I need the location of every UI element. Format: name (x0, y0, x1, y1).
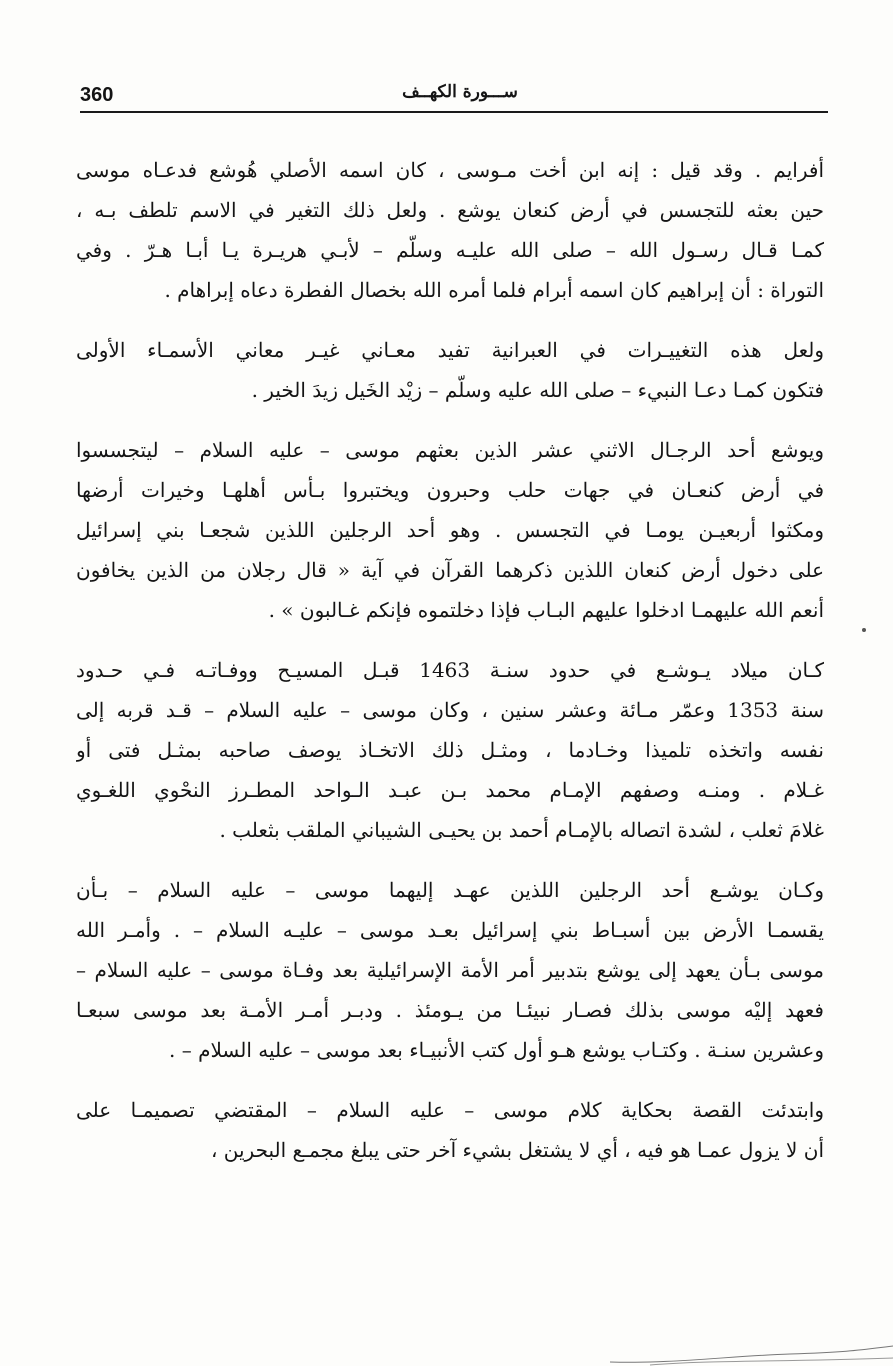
text-line: كمـا قـال رسـول الله – صلى الله عليـه وسلّم – لأبـي هريـرة يـا أبـا هـرّ . وفي (76, 238, 824, 262)
text-line: التوراة : أن إبراهيم كان اسمه أبرام فلما أمره الله بخصال الفطرة دعاه إبراهام . (164, 278, 824, 302)
text-line: أنعم الله عليهمـا ادخلوا عليهم البـاب فإذا دخلتموه فإنكم غـالبون » . (268, 598, 824, 622)
corner-scratch-mark (610, 1340, 893, 1366)
text-line: أن لا يزول عمـا هو فيه ، أي لا يشتغل بشيء آخر حتى يبلغ مجمـع البحرين ، (210, 1138, 824, 1162)
header-rule (80, 111, 828, 113)
text-line: يقسمـا الأرض بين أسبـاط بني إسرائيل بعـد موسى – عليـه السلام – . وأمـر الله (76, 918, 824, 942)
text-line: ويوشع أحد الرجـال الاثني عشر الذين بعثهم موسى – عليه السلام – ليتجسسوا (76, 438, 824, 462)
paragraph-1 (76, 150, 824, 310)
stray-dot-mark (862, 628, 866, 632)
paragraph-5 (76, 870, 824, 1070)
text-line: وكـان يوشـع أحد الرجلين اللذين عهـد إليهما موسى – عليه السلام – بـأن (76, 878, 824, 902)
paragraph-4 (76, 650, 824, 850)
text-line: حين بعثه للتجسس في أرض كنعان يوشع . ولعل ذلك التغير في الاسم تلطف بـه ، (76, 198, 824, 222)
page-header (80, 82, 828, 110)
running-title: ســـورة الكهــف (402, 82, 518, 102)
text-line: سنة 1353 وعمّر مـائة وعشر سنين ، وكان موسى – عليه السلام – قـد قربه إلى (76, 698, 824, 722)
text-line: غلامَ ثعلب ، لشدة اتصاله بالإمـام أحمد بن يحيـى الشيباني الملقب بثعلب . (219, 818, 824, 842)
text-line: كـان ميلاد يـوشـع في حدود سنـة 1463 قبـل المسيـح ووفـاتـه فـي حـدود (76, 658, 824, 682)
text-line: في أرض كنعـان في جهات حلب وحبرون ويختبروا بـأس أهلهـا وخيرات أرضها (76, 478, 824, 502)
text-line: غـلام . ومنـه وصفهم الإمـام محمد بـن عبـد الـواحد المطـرز النحْوي اللغـوي (76, 778, 824, 802)
text-line: وعشرين سنـة . وكتـاب يوشع هـو أول كتب الأنبيـاء بعد موسى – عليه السلام – . (169, 1038, 824, 1062)
text-line: موسى بـأن يعهد إلى يوشع بتدبير أمر الأمة الإسرائيلية بعد وفـاة موسى – عليه السلام – (76, 958, 824, 982)
text-line: ولعل هذه التغييـرات في العبرانية تفيد معـاني غيـر معاني الأسمـاء الأولى (76, 338, 824, 362)
paragraph-2 (76, 330, 824, 410)
text-line: على دخول أرض كنعان اللذين ذكرهما القرآن في آية « قال رجلان من الذين يخافون (76, 558, 824, 582)
body-text (76, 150, 824, 1190)
text-line: ومكثوا أربعيـن يومـا في التجسس . وهو أحد الرجلين اللذين شجعـا بني إسرائيل (76, 518, 824, 542)
text-line: وابتدئت القصة بحكاية كلام موسى – عليه السلام – المقتضي تصميمـا على (76, 1098, 824, 1122)
text-line: فعهد إليْه موسى بذلك فصـار نبيئـا من يـومئذ . ودبـر أمـر الأمـة بعد موسى سبعـا (76, 998, 824, 1022)
text-line: أفرايم . وقد قيل : إنه ابن أخت مـوسى ، كان اسمه الأصلي هُوشع فدعـاه موسى (76, 158, 824, 182)
text-line: فتكون كمـا دعـا النبيء – صلى الله عليه وسلّم – زيْد الخَيل زيدَ الخير . (251, 378, 824, 402)
paragraph-6 (76, 1090, 824, 1170)
paragraph-3 (76, 430, 824, 630)
text-line: نفسه واتخذه تلميذا وخـادما ، ومثـل ذلك الاتخـاذ يوصف صاحبه بمثـل فتى أو (76, 738, 824, 762)
page-number: 360 (80, 84, 114, 106)
